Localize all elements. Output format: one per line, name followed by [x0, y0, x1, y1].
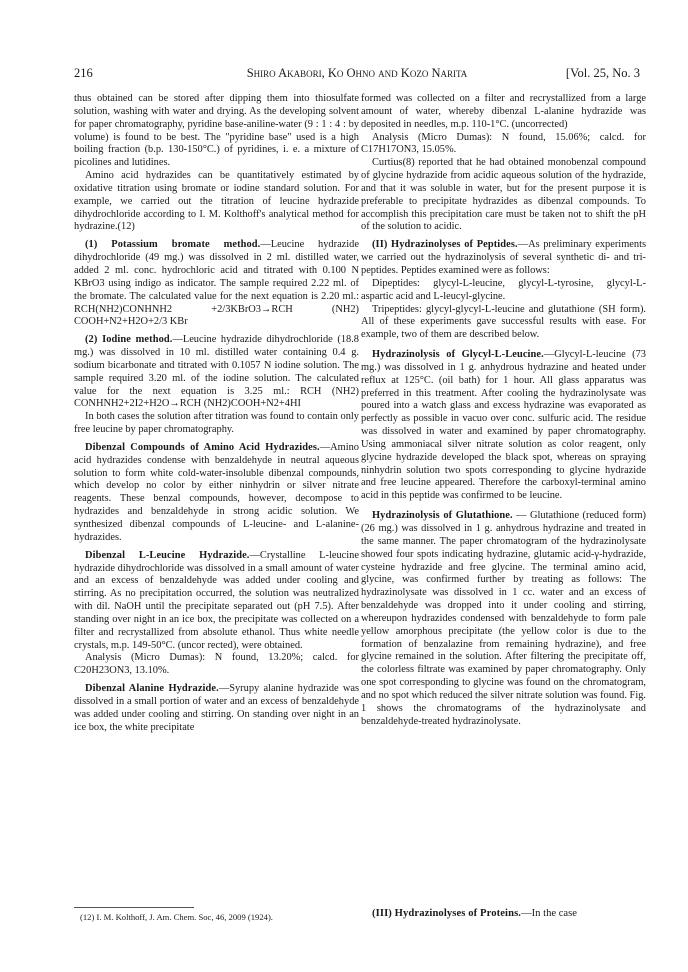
paragraph: thus obtained can be stored after dipping them into thiosulfate solution, washing with water and drying. As the developing solvent for paper chromatography, pyridine base-aniline-water (9 : 1 : 4 : by volume) is found to be best. The "pyridine base" used is a high boiling fraction (b.p. 130-150°C.) of pyridines, i. e. a mixture of picolines and lutidines. [74, 93, 359, 169]
paragraph: Dipeptides: glycyl-L-leucine, glycyl-L-tyrosine, glycyl-L-aspartic acid and L-leucyl-glycine. [361, 277, 646, 302]
footnote-divider [74, 907, 194, 908]
section-heading: Dibenzal Alanine Hydrazide. [85, 683, 219, 695]
paragraph: Amino acid hydrazides can be quantitatively estimated by oxidative titration using bromate or iodine standard solution. For example, we carried out the titration of leucine hydrazide dihydrochloride according to I. M. Kolthoff's analytical method for hydrazine.(12) [74, 170, 359, 233]
paragraph-heading: (2) Iodine method. [85, 334, 173, 346]
section-heading: Dibenzal Compounds of Amino Acid Hydrazides. [85, 441, 320, 453]
left-column [74, 93, 359, 735]
paragraph [361, 349, 646, 503]
paragraph: Analysis (Micro Dumas): N found, 15.06%; calcd. for C17H17ON3, 15.05%. [361, 131, 646, 156]
paragraph [361, 908, 646, 921]
paragraph [74, 239, 359, 329]
running-title: Shiro Akabori, Ko Ohno and Kozo Narita [246, 66, 468, 80]
volume-label: [Vol. 25, No. 3 [565, 66, 640, 80]
paragraph-heading: (1) Potassium bromate method. [85, 239, 261, 251]
paragraph-body: —Leucine hydrazide dihydrochloride (18.8 mg.) was dissolved in 10 ml. distilled water containing 0.4 g. sodium bicarbonate and titrated with 0.1057 N iodine solution. The sample required 3.20 ml. of the iodine solution. The calculated value for the next equation is 3.25 ml.: RCH (NH2) CONHNH2+2I2+H2O→RCH (NH2)COOH+N2+4HI [74, 334, 360, 410]
paragraph: In both cases the solution after titration was found to contain only free leucine by paper chromatography. [74, 411, 359, 436]
paragraph-body: —Glycyl-L-leucine (73 mg.) was dissolved in 1 g. anhydrous hydrazine and heated under reflux at 125°C. (oil bath) for 1 hour. All glass apparatus was preferred in this treatment. After cooling the hydrazinolysate was poured into a watch glass and excess hydrazine was evaporated as perfectly as possible in vacuo over conc. sulfuric acid. The residue was dissolved in water and examined by paper chromatography. Using ammoniacal silver nitrate solution as color reagent, only glycine hydrazide developed the black spot, whereas on spraying ninhydrin solution two spots corresponding to glycine hydrazide and free leucine appeared. Therefore the carboxyl-terminal amino acid in this peptide was confirmed to be leucine. [361, 349, 646, 502]
paragraph [74, 550, 359, 653]
paragraph-body: —In the case [521, 908, 577, 919]
right-column [361, 93, 647, 919]
section-heading: (II) Hydrazinolyses of Peptides. [372, 239, 518, 251]
paragraph [74, 683, 359, 734]
page-number: 216 [74, 66, 93, 80]
paragraph-body: —Syrupy alanine hydrazide was dissolved in a small portion of water and an excess of benzaldehyde was added under cooling and stirring. On standing over night in an ice box, the white precipitate [74, 683, 359, 733]
paragraph-body: — Glutathione (reduced form) (26 mg.) was dissolved in 1 g. anhydrous hydrazine and treated in the same manner. The paper chromatogram of the hydrazinolysate showed four spots indicating hydrazine, glutamic acid-γ-hydrazide, cysteine hydrazide and free glycine. The terminal amino acid, glycine, was confirmed further by treating as follows: The hydrazinolysate was dissolved in 1 cc. water and an excess of benzaldehyde was dropped into it under cooling and stirring, whereupon hydrazides condensed with benzaldehyde to form pale yellow amorphous precipitate (the yellow color is due to the formation of benzalazine from remaining hydrazine), and free glycine remained in the solution. After filtering the precipitate off, the colorless filtrate was examined by paper chromatography. Only one spot corresponding to glycine was found on the chromatogram, and no spot which reduced the silver nitrate solution was found. Fig. 1 shows the chromatograms of the hydrazinolysate and benzaldehyde-treated hydrazinolysate. [361, 510, 646, 727]
paragraph [74, 442, 359, 545]
paragraph-body: —Crystalline L-leucine hydrazide dihydrochloride was dissolved in a small amount of water and an excess of benzaldehyde was added under cooling and stirring. As no precipitation occurred, the solution was neutralized with dil. NaOH until the precipitate separated out (pH 7.5). After standing over night in an ice box, the precipitate was collected on a filter and recrystallized from absolute ethanol. Thus white needle crystals, m.p. 149-50°C. (uncor rected), were obtained. [74, 549, 359, 651]
paragraph: Curtius(8) reported that he had obtained monobenzal compound of glycine hydrazide from acidic aqueous solution of the hydrazide, and that it was soluble in water, but for the present purpose it is preferable to precipitate hydrazides as dibenzal compounds. To accomplish this precipitation care must be taken not to shift the pH of the solution to acidic. [361, 157, 646, 233]
paragraph-body: —Leucine hydrazide dihydrochloride (49 mg.) was dissolved in 2 ml. distilled water, added 2 ml. conc. hydrochloric acid and titrated with 0.100 N KBrO3 using indigo as indicator. The sample required 2.22 ml. of the bromate. The calculated value for the next equation is 2.20 ml.: RCH(NH2)CONHNH2 +2/3KBrO3→RCH (NH2) COOH+N2+H2O+2/3 KBr [74, 239, 359, 328]
section-heading: Hydrazinolysis of Glycyl-L-Leucine. [372, 349, 544, 361]
paragraph: formed was collected on a filter and recrystallized from a large amount of water, whereby dibenzal L-alanine hydrazide was deposited in needles, m.p. 110-1°C. (uncorrected) [361, 93, 646, 130]
paragraph [74, 334, 359, 411]
section-heading: Hydrazinolysis of Glutathione. [372, 510, 513, 522]
paragraph-body: —As preliminary experiments we carried out the hydrazinolysis of several synthetic di- and tri-peptides. Peptides examined were as follows: [361, 239, 647, 276]
footnote: (12) I. M. Kolthoff, J. Am. Chem. Soc, 46, 2009 (1924). [80, 912, 273, 922]
running-header [74, 66, 640, 84]
paragraph: Tripeptides: glycyl-glycyl-L-leucine and glutathione (SH form). All of these experiments gave successful results with ease. For example, two of them are described below. [361, 303, 646, 341]
section-heading: (III) Hydrazinolyses of Proteins. [372, 908, 522, 919]
paragraph-body: —Amino acid hydrazides condense with benzaldehyde in neutral aqueous solution to form white cold-water-insoluble dibenzal compounds, which develop no color by either ninhydrin or silver nitrate reagents. These benzal compounds, however, decompose to hydrazides and benzaldehyde in strong acidic solution. We synthesized dibenzal compounds of L-leucine- and L-alanine-hydrazides. [74, 441, 359, 543]
paragraph [361, 239, 646, 278]
paragraph [361, 510, 646, 728]
section-heading: Dibenzal L-Leucine Hydrazide. [85, 549, 250, 561]
paragraph: Analysis (Micro Dumas): N found, 13.20%; calcd. for C20H23ON3, 13.10%. [74, 652, 359, 677]
